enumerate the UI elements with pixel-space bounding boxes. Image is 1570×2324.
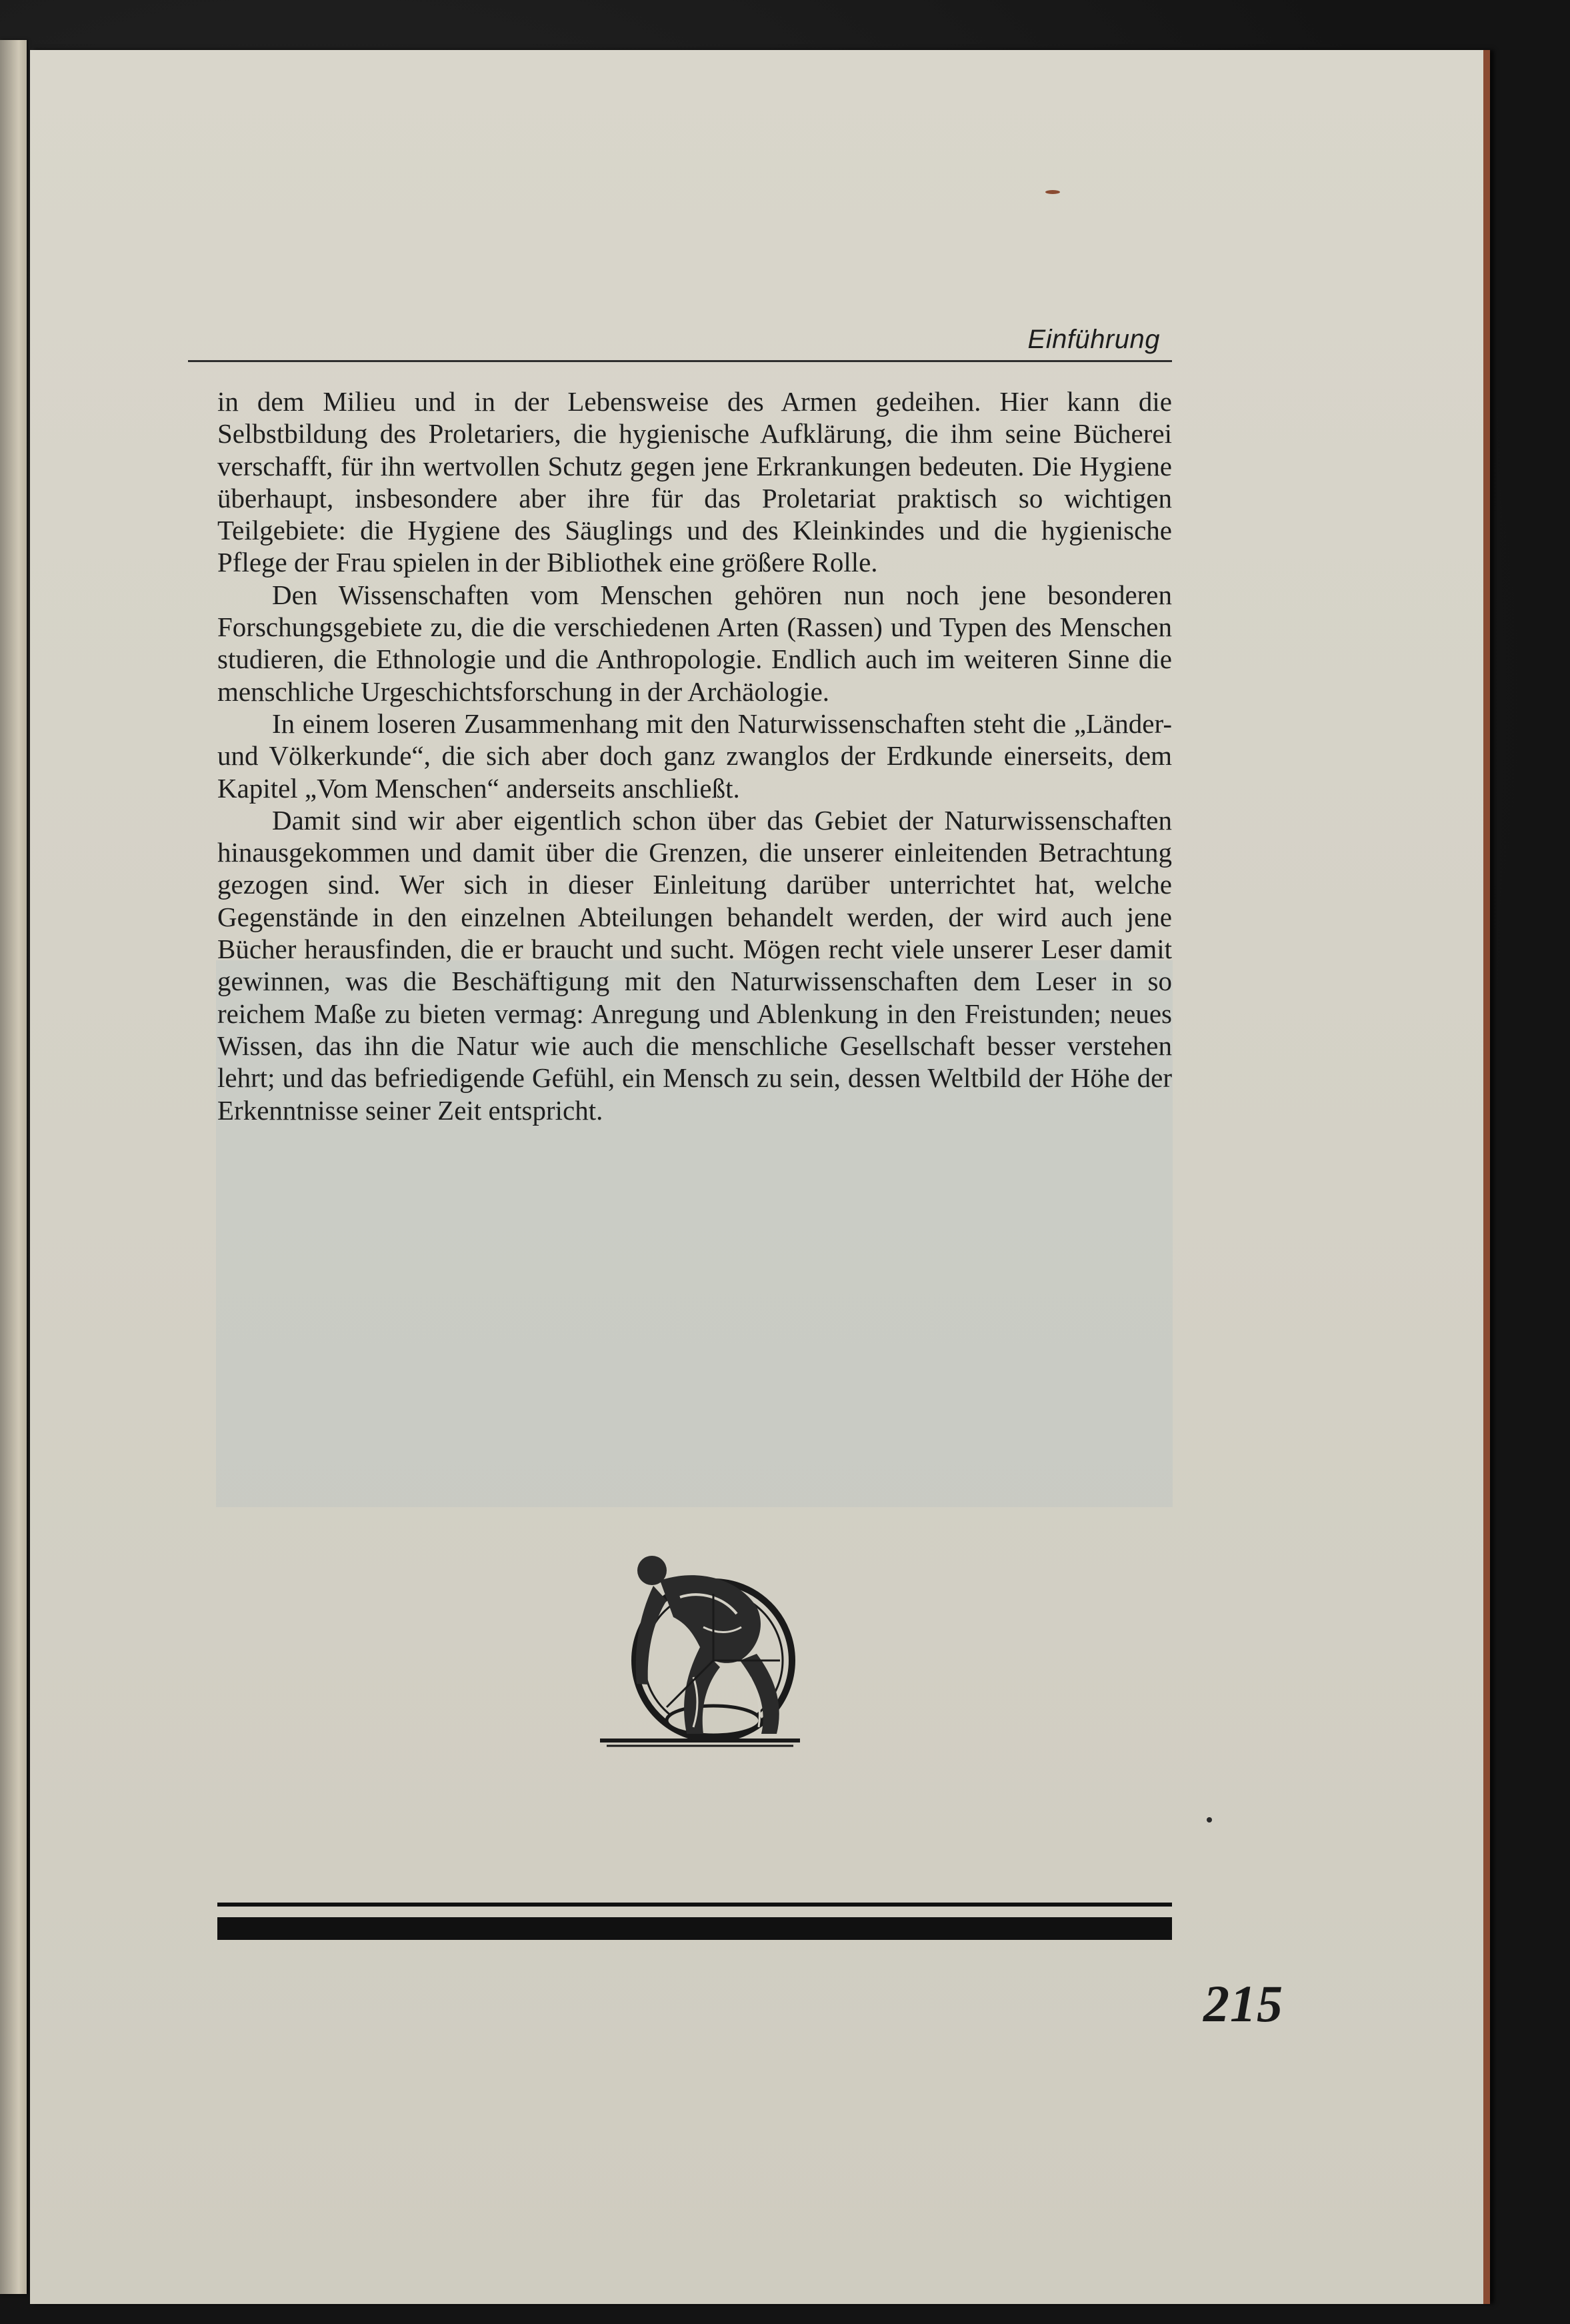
paragraph-1: in dem Milieu und in der Lebensweise des Armen gedeihen. Hier kann die Selbstbildung des Proletariers, die hygienische Aufklärung, die ihm seine Bücherei verschafft, für ihn wertvollen Schutz gegen jene Erkrankungen bedeuten. Die Hygiene überhaupt, insbesondere aber ihre für das Proletariat praktisch so wichtigen Teilgebiete: die Hygiene des Säuglings und des Kleinkindes und die hygienische Pflege der Frau spielen in der Bibliothek eine größere Rolle. (217, 386, 1172, 578)
footer-rule-thin (217, 1903, 1172, 1907)
paper-speck (1045, 190, 1060, 194)
header-title: Einführung (1027, 325, 1160, 354)
running-header (188, 312, 1172, 362)
paragraph-4: Damit sind wir aber eigentlich schon über das Gebiet der Naturwissenschaften hinausgekommen und damit über die Grenzen, die unserer einleitenden Betrachtung gezogen sind. Wer sich in dieser Einleitung darüber unterrichtet hat, welche Gegenstände in den einzelnen Abteilungen behandelt werden, der wird auch jene Bücher herausfinden, die er braucht und sucht. Mögen recht viele unserer Leser damit gewinnen, was die Beschäftigung mit den Naturwissenschaften dem Leser in so reichem Maße zu bieten vermag: Anregung und Ablenkung in den Freistunden; neues Wissen, das ihn die Natur wie auch die menschliche Gesellschaft besser verstehen lehrt; und das befriedigende Gefühl, ein Mensch zu sein, dessen Weltbild der Höhe der Erkenntnisse seiner Zeit entspricht. (217, 804, 1172, 1126)
paper-speck (1207, 1817, 1212, 1823)
page-number: 215 (1203, 1975, 1283, 2033)
paragraph-2: Den Wissenschaften vom Menschen gehören nun noch jene besonderen Forschungsgebiete zu, die die verschiedenen Arten (Rassen) und Typen des Menschen studieren, die Ethnologie und die Anthropologie. Endlich auch im weiteren Sinne die menschliche Urgeschichtsforschung in der Archäologie. (217, 579, 1172, 707)
body-text (217, 385, 1172, 1126)
atlas-vignette-illustration (587, 1534, 813, 1761)
footer-rule-thick (217, 1917, 1172, 1940)
left-page-edge (0, 40, 27, 2294)
paragraph-3: In einem loseren Zusammenhang mit den Naturwissenschaften steht die „Länder- und Völkerkunde“, die sich aber doch ganz zwanglos der Erdkunde einerseits, dem Kapitel „Vom Menschen“ anderseits anschließt. (217, 708, 1172, 804)
